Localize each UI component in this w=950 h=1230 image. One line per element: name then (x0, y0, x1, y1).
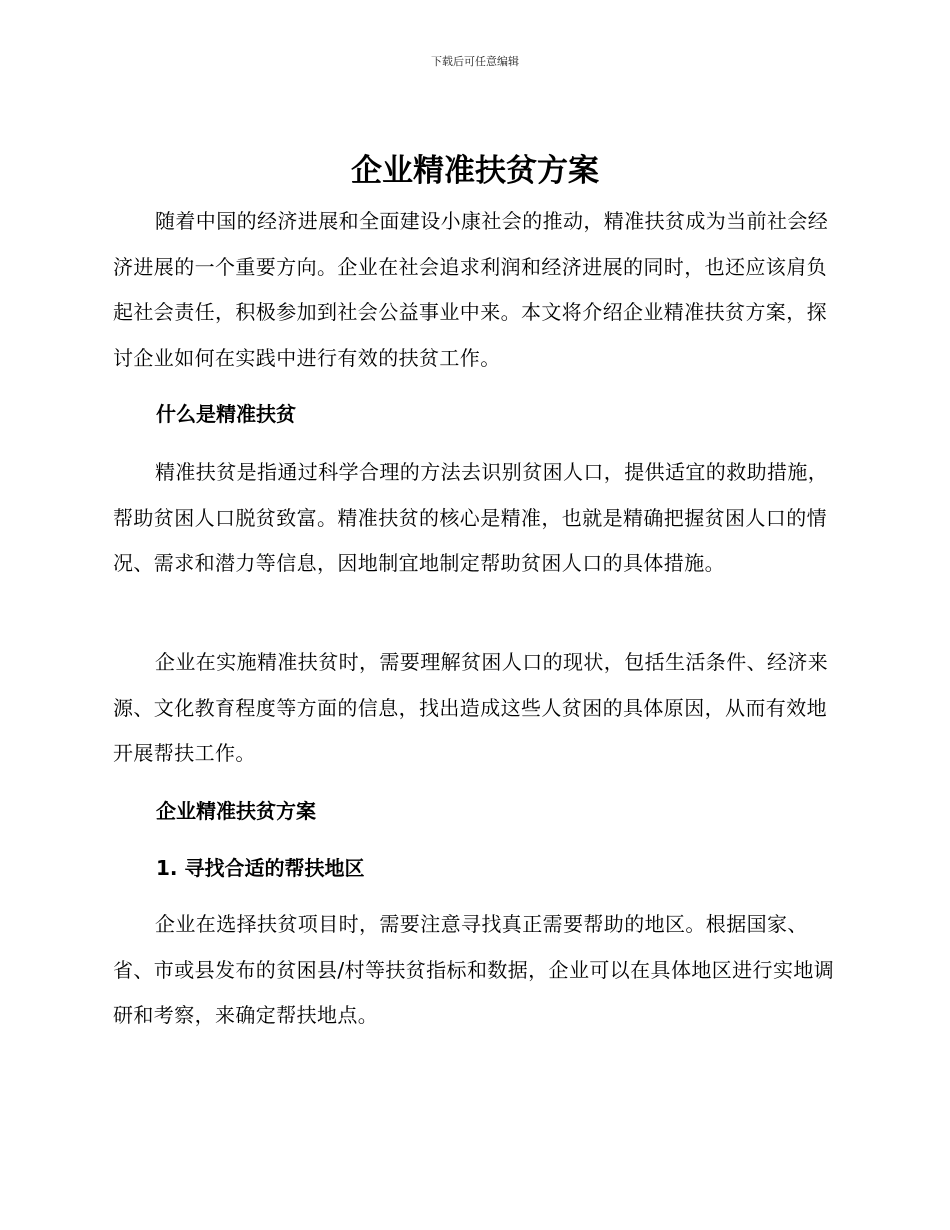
definition-paragraph: 精准扶贫是指通过科学合理的方法去识别贫困人口，提供适宜的救助措施，帮助贫困人口脱贫致富。精准扶贫的核心是精准，也就是精确把握贫困人口的情况、需求和潜力等信息，因地制宜地制定帮助贫困人口的具体措施。 (113, 460, 829, 575)
section-heading-plan: 企业精准扶贫方案 (156, 799, 316, 823)
page-header-note: 下载后可任意编辑 (431, 55, 519, 68)
document-title: 企业精准扶贫方案 (351, 153, 599, 189)
section-heading-what-is: 什么是精准扶贫 (156, 402, 296, 426)
implementation-paragraph: 企业在实施精准扶贫时，需要理解贫困人口的现状，包括生活条件、经济来源、文化教育程度等方面的信息，找出造成这些人贫困的具体原因，从而有效地开展帮扶工作。 (113, 650, 829, 765)
region-paragraph: 企业在选择扶贫项目时，需要注意寻找真正需要帮助的地区。根据国家、省、市或县发布的贫困县/村等扶贫指标和数据，企业可以在具体地区进行实地调研和考察，来确定帮扶地点。 (113, 912, 835, 1027)
intro-paragraph: 随着中国的经济进展和全面建设小康社会的推动，精准扶贫成为当前社会经济进展的一个重要方向。企业在社会追求利润和经济进展的同时，也还应该肩负起社会责任，积极参加到社会公益事业中来。本文将介绍企业精准扶贫方案，探讨企业如何在实践中进行有效的扶贫工作。 (113, 209, 829, 370)
subsection-heading-region: 1. 寻找合适的帮扶地区 (156, 856, 365, 880)
